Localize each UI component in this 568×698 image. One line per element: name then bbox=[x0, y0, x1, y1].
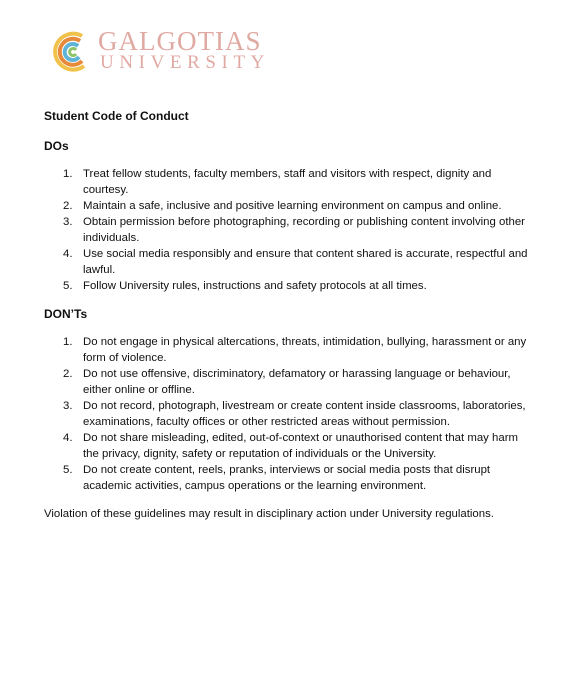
list-item bbox=[44, 366, 534, 398]
list-text: Follow University rules, instructions and safety protocols at all times. bbox=[83, 280, 427, 292]
list-text: Use social media responsibly and ensure that content shared is accurate, respectful and lawful. bbox=[83, 248, 528, 276]
violation-note: Violation of these guidelines may result in disciplinary action under University regulations. bbox=[44, 508, 494, 520]
list-number: 5. bbox=[63, 280, 73, 292]
list-number: 1. bbox=[63, 168, 73, 180]
list-text: Do not record, photograph, livestream or create content inside classrooms, laboratories, examinations, faculty offices or other restricted areas without permission. bbox=[83, 400, 526, 428]
list-number: 5. bbox=[63, 464, 73, 476]
list-item bbox=[44, 334, 534, 366]
list-number: 1. bbox=[63, 336, 73, 348]
document-body bbox=[44, 108, 534, 522]
dos-heading: DOs bbox=[44, 139, 69, 153]
list-item bbox=[44, 214, 534, 246]
list-number: 3. bbox=[63, 400, 73, 412]
list-number: 2. bbox=[63, 200, 73, 212]
list-item bbox=[44, 398, 534, 430]
donts-heading: DON’Ts bbox=[44, 307, 88, 321]
galgotias-swirl-logo-icon bbox=[48, 30, 94, 74]
list-number: 2. bbox=[63, 368, 73, 380]
list-text: Do not create content, reels, pranks, interviews or social media posts that disrupt academic activities, campus operations or the learning environment. bbox=[83, 464, 491, 492]
list-text: Obtain permission before photographing, recording or publishing content involving other individuals. bbox=[83, 216, 525, 244]
list-text: Do not engage in physical altercations, threats, intimidation, bullying, harassment or any form of violence. bbox=[83, 336, 527, 364]
document-title: Student Code of Conduct bbox=[44, 109, 189, 123]
list-number: 4. bbox=[63, 248, 73, 260]
list-text: Treat fellow students, faculty members, staff and visitors with respect, dignity and courtesy. bbox=[83, 168, 492, 196]
list-text: Do not share misleading, edited, out-of-context or unauthorised content that may harm the privacy, dignity, safety or reputation of individuals or the University. bbox=[83, 432, 518, 460]
list-item bbox=[44, 198, 534, 214]
list-text: Do not use offensive, discriminatory, defamatory or harassing language or behaviour, either online or offline. bbox=[83, 368, 511, 396]
list-item bbox=[44, 462, 534, 494]
logo-name-line2: UNIVERSITY bbox=[100, 52, 270, 73]
list-item bbox=[44, 246, 534, 278]
list-item bbox=[44, 430, 534, 462]
dos-list bbox=[44, 166, 534, 294]
list-item bbox=[44, 166, 534, 198]
list-text: Maintain a safe, inclusive and positive learning environment on campus and online. bbox=[83, 200, 502, 212]
list-number: 4. bbox=[63, 432, 73, 444]
list-number: 3. bbox=[63, 216, 73, 228]
list-item bbox=[44, 278, 534, 294]
university-logo bbox=[48, 28, 288, 78]
logo-name-line1: GALGOTIAS bbox=[98, 26, 262, 56]
donts-list bbox=[44, 334, 534, 494]
